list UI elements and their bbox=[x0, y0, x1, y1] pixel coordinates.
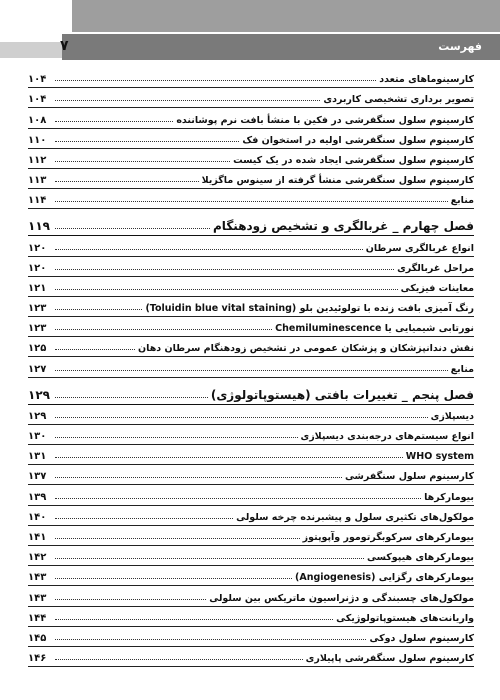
entry-page-number: ۱۲۰ bbox=[28, 242, 47, 254]
entry-page-number: ۱۲۳ bbox=[28, 323, 47, 335]
entry-title: کارسینوم سلول سنگفرشی bbox=[344, 471, 474, 483]
toc-row[interactable] bbox=[28, 189, 474, 209]
entry-title: منابع bbox=[450, 195, 474, 207]
entry-title: مولکول‌های چسبندگی و دژنراسیون ماتریکس بین سلولی bbox=[209, 592, 474, 604]
entry-title: کارسینوم سلول سنگفرشی ایجاد شده در یک کیست bbox=[233, 154, 474, 166]
entry-page-number: ۱۰۸ bbox=[28, 114, 47, 126]
entry-page-number: ۱۱۲ bbox=[28, 154, 47, 166]
chapter-row[interactable] bbox=[28, 209, 474, 236]
toc-row[interactable] bbox=[28, 546, 474, 566]
toc-row[interactable] bbox=[28, 566, 474, 586]
entry-page-number: ۱۱۳ bbox=[28, 175, 47, 187]
leader-dots bbox=[55, 329, 272, 330]
toc-row[interactable] bbox=[28, 647, 474, 667]
entry-title: فصل چهارم _ غربالگری و تشخیص زودهنگام bbox=[213, 219, 474, 234]
toc-row[interactable] bbox=[28, 465, 474, 485]
entry-title: منابع bbox=[450, 363, 474, 375]
entry-page-number: ۱۲۵ bbox=[28, 343, 47, 355]
toc-row[interactable] bbox=[28, 129, 474, 149]
entry-title: معاینات فیزیکی bbox=[400, 282, 474, 294]
leader-dots bbox=[55, 349, 135, 350]
leader-dots bbox=[55, 370, 448, 371]
toc-row[interactable] bbox=[28, 277, 474, 297]
entry-page-number: ۱۱۰ bbox=[28, 134, 47, 146]
toc-row[interactable] bbox=[28, 445, 474, 465]
toc-row[interactable] bbox=[28, 337, 474, 357]
entry-page-number: ۱۲۷ bbox=[28, 363, 47, 375]
toc-row[interactable] bbox=[28, 68, 474, 88]
leader-dots bbox=[55, 100, 320, 101]
top-band-dark bbox=[72, 0, 500, 32]
toc-row[interactable] bbox=[28, 607, 474, 627]
leader-dots bbox=[55, 558, 364, 559]
entry-title: دیسپلازی bbox=[430, 410, 474, 422]
toc-row[interactable] bbox=[28, 257, 474, 277]
leader-dots bbox=[55, 619, 333, 620]
entry-page-number: ۱۴۵ bbox=[28, 632, 47, 644]
entry-title: کارسینوم سلول سنگفرشی پاپیلاری bbox=[305, 653, 474, 665]
entry-title: نورتابی شیمیایی یا Chemiluminescence bbox=[275, 323, 474, 335]
toc-row[interactable] bbox=[28, 586, 474, 606]
leader-dots bbox=[55, 80, 376, 81]
leader-dots bbox=[55, 121, 173, 122]
entry-page-number: ۱۳۷ bbox=[28, 471, 47, 483]
toc-row[interactable] bbox=[28, 108, 474, 128]
entry-title: بیومارکرهای هیپوکسی bbox=[366, 552, 474, 564]
leader-dots bbox=[55, 518, 233, 519]
leader-dots bbox=[55, 437, 298, 438]
entry-page-number: ۱۴۲ bbox=[28, 552, 47, 564]
leader-dots bbox=[55, 538, 300, 539]
entry-page-number: ۱۳۰ bbox=[28, 431, 47, 442]
entry-page-number: ۱۴۰ bbox=[28, 511, 47, 523]
leader-dots bbox=[55, 201, 448, 202]
toc-row[interactable] bbox=[28, 627, 474, 647]
entry-title: WHO system bbox=[405, 451, 474, 463]
header-bar bbox=[0, 34, 500, 60]
entry-page-number: ۱۳۹ bbox=[28, 491, 47, 503]
leader-dots bbox=[55, 141, 239, 142]
entry-title: کارسینوم سلول سنگفرشی در فکین با منشأ بافت نرم پوشاننده bbox=[176, 114, 474, 126]
header-right-block bbox=[62, 34, 500, 60]
leader-dots bbox=[55, 477, 342, 478]
toc-row[interactable] bbox=[28, 526, 474, 546]
toc-row[interactable] bbox=[28, 405, 474, 425]
toc-row[interactable] bbox=[28, 88, 474, 108]
entry-title: مولکول‌های تکثیری سلول و پیشبرنده چرخه سلولی bbox=[236, 511, 474, 523]
entry-title: مراحل غربالگری bbox=[397, 262, 474, 274]
leader-dots bbox=[55, 659, 303, 660]
leader-dots bbox=[55, 397, 208, 398]
entry-page-number: ۱۴۳ bbox=[28, 572, 47, 584]
leader-dots bbox=[55, 639, 366, 640]
toc-row[interactable] bbox=[28, 506, 474, 526]
header-left-block bbox=[0, 42, 62, 58]
entry-page-number: ۱۴۶ bbox=[28, 653, 47, 665]
entry-title: کارسینوماهای متعدد bbox=[379, 74, 474, 86]
leader-dots bbox=[55, 578, 292, 579]
toc-row[interactable] bbox=[28, 236, 474, 256]
entry-page-number: ۱۲۱ bbox=[28, 282, 47, 294]
top-band bbox=[0, 0, 500, 32]
entry-page-number: ۱۰۴ bbox=[28, 94, 47, 106]
leader-dots bbox=[55, 498, 421, 499]
entry-page-number: ۱۲۹ bbox=[28, 410, 47, 422]
toc-row[interactable] bbox=[28, 169, 474, 189]
entry-title: بیومارکرهای رگزایی (Angiogenesis) bbox=[295, 572, 474, 584]
toc-row[interactable] bbox=[28, 297, 474, 317]
leader-dots bbox=[55, 457, 403, 458]
toc-row[interactable] bbox=[28, 357, 474, 377]
entry-title: بیومارکرهای سرکوبگرتومور وآپوپتوز bbox=[302, 531, 474, 543]
entry-title: کارسینوم سلول سنگفرشی منشأ گرفته از سینوس ماگزیلا bbox=[201, 175, 474, 187]
leader-dots bbox=[55, 181, 199, 182]
toc-row[interactable] bbox=[28, 485, 474, 505]
leader-dots bbox=[55, 269, 394, 270]
entry-page-number: ۱۰۴ bbox=[28, 74, 47, 86]
entry-page-number: ۱۱۹ bbox=[28, 219, 50, 234]
entry-page-number: ۱۱۴ bbox=[28, 195, 47, 207]
entry-title: تصویر برداری تشخیصی کاربردی bbox=[323, 94, 474, 106]
entry-page-number: ۱۲۹ bbox=[28, 387, 50, 402]
chapter-row[interactable] bbox=[28, 378, 474, 405]
entry-title: کارسینوم سلول دوکی bbox=[369, 632, 474, 644]
leader-dots bbox=[55, 309, 142, 310]
entry-title: انواع غربالگری سرطان bbox=[365, 242, 474, 254]
entry-title: واریانت‌های هیستوپاتولوژیکی bbox=[336, 612, 474, 624]
toc-row[interactable] bbox=[28, 425, 474, 445]
leader-dots bbox=[55, 599, 206, 600]
toc-row[interactable] bbox=[28, 149, 474, 169]
page-number: ۷ bbox=[60, 38, 69, 54]
top-band-light bbox=[0, 0, 72, 32]
entry-page-number: ۱۲۳ bbox=[28, 303, 47, 315]
leader-dots bbox=[55, 417, 428, 418]
leader-dots bbox=[55, 249, 363, 250]
entry-page-number: ۱۴۱ bbox=[28, 531, 47, 543]
header-title: فهرست bbox=[438, 40, 482, 53]
table-of-contents bbox=[28, 68, 474, 667]
toc-row[interactable] bbox=[28, 317, 474, 337]
entry-title: رنگ آمیزی بافت زنده با تولوئیدین بلو (Toluidin blue vital staining) bbox=[145, 303, 474, 315]
entry-title: نقش دندانپزشکان و پزشکان عمومی در تشخیص زودهنگام سرطان دهان bbox=[138, 343, 474, 355]
entry-title: کارسینوم سلول سنگفرشی اولیه در استخوان فک bbox=[242, 134, 474, 146]
entry-title: فصل پنجم _ تغییرات بافتی (هیستوپاتولوژی) bbox=[210, 387, 474, 402]
entry-title: انواع سیستم‌های درجه‌بندی دیسپلازی bbox=[300, 431, 474, 442]
entry-page-number: ۱۳۱ bbox=[28, 451, 47, 463]
leader-dots bbox=[55, 289, 398, 290]
leader-dots bbox=[55, 228, 210, 229]
leader-dots bbox=[55, 161, 230, 162]
entry-title: بیومارکرها bbox=[424, 491, 474, 503]
entry-page-number: ۱۴۳ bbox=[28, 592, 47, 604]
entry-page-number: ۱۴۴ bbox=[28, 612, 47, 624]
entry-page-number: ۱۲۰ bbox=[28, 262, 47, 274]
